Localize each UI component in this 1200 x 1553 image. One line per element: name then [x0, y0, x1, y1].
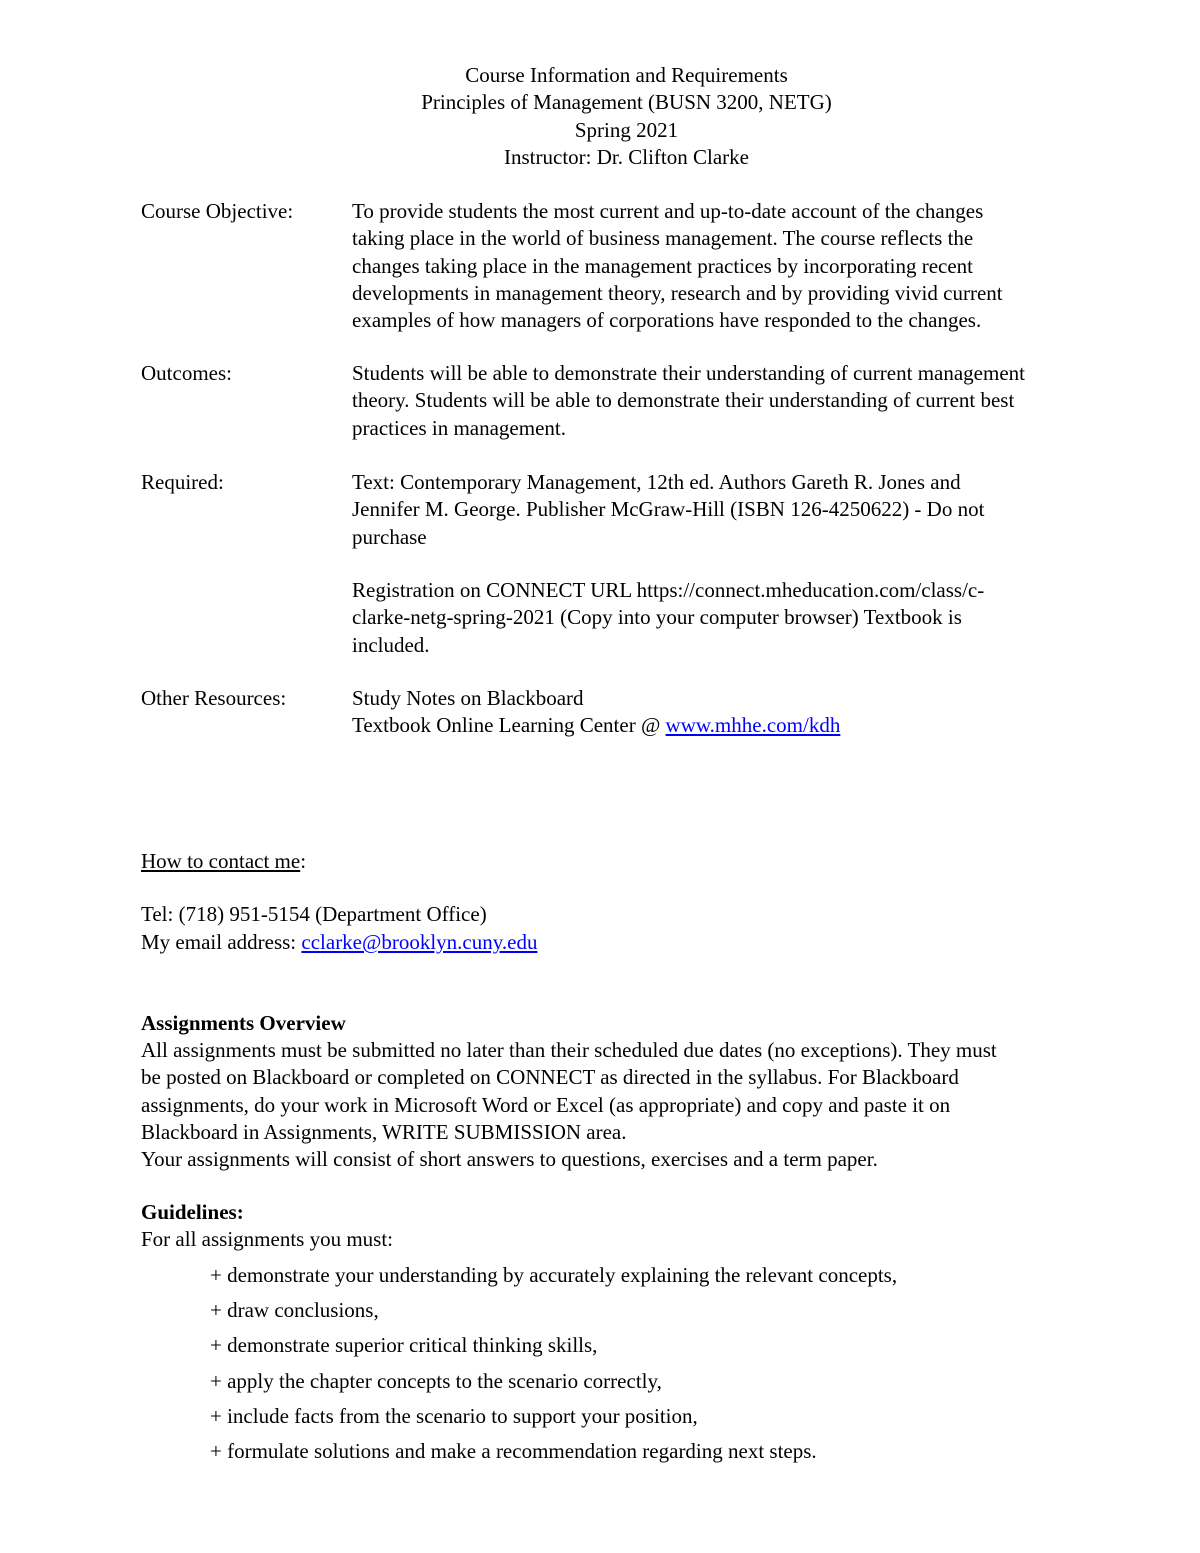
assignments-line: All assignments must be submitted no later than their scheduled due dates (no exceptions). They must [141, 1038, 997, 1062]
assignments-line: Your assignments will consist of short answers to questions, exercises and a term paper. [141, 1147, 878, 1172]
required-label: Required: [141, 470, 224, 494]
study-notes: Study Notes on Blackboard [352, 686, 584, 710]
objective-line: changes taking place in the management practices by incorporating recent [352, 253, 973, 278]
required-line: Jennifer M. George. Publisher McGraw-Hill (ISBN 126-4250622) - Do not [352, 497, 985, 522]
objective-line: To provide students the most current and up-to-date account of the changes [352, 199, 984, 223]
mhhe-link[interactable]: www.mhhe.com/kdh [665, 713, 841, 738]
registration-line: Registration on CONNECT URL https://connect.mheducation.com/class/c- [352, 578, 985, 602]
registration-line: clarke-netg-spring-2021 (Copy into your computer browser) Textbook is [352, 605, 962, 630]
required-line: Text: Contemporary Management, 12th ed. Authors Gareth R. Jones and [352, 470, 961, 494]
objective-line: examples of how managers of corporations have responded to the changes. [352, 308, 982, 333]
objective-text [352, 198, 1003, 334]
guidelines-list [210, 1262, 897, 1473]
outcomes-line: Students will be able to demonstrate their understanding of current management [352, 361, 1025, 385]
outcomes-line: practices in management. [352, 415, 566, 440]
objective-label: Course Objective: [141, 199, 294, 223]
outcomes-line: theory. Students will be able to demonstrate their understanding of current best [352, 388, 1015, 413]
email-prefix: My email address: [141, 930, 302, 954]
guideline-item: + demonstrate superior critical thinking skills, [210, 1333, 598, 1358]
email-link[interactable]: cclarke@brooklyn.cuny.edu [301, 930, 538, 954]
registration-line: included. [352, 632, 430, 657]
outcomes-label: Outcomes: [141, 361, 232, 385]
assignments-line: be posted on Blackboard or completed on CONNECT as directed in the syllabus. For Blackboard [141, 1065, 959, 1090]
contact-heading-colon: : [300, 849, 307, 873]
course-name: Principles of Management (BUSN 3200, NETG) [421, 90, 832, 114]
guideline-item: + demonstrate your understanding by accurately explaining the relevant concepts, [210, 1263, 898, 1287]
resources-label: Other Resources: [141, 686, 287, 710]
objective-line: taking place in the world of business management. The course reflects the [352, 226, 974, 251]
required-text [352, 469, 984, 551]
guidelines-heading: Guidelines: [141, 1200, 244, 1224]
contact-tel: Tel: (718) 951-5154 (Department Office) [141, 902, 487, 926]
outcomes-text [352, 360, 1025, 442]
objective-line: developments in management theory, research and by providing vivid current [352, 280, 1003, 305]
assignments-text [141, 1037, 997, 1173]
guidelines-intro: For all assignments you must: [141, 1227, 393, 1251]
learning-center-prefix: Textbook Online Learning Center @ [352, 713, 666, 738]
assignments-heading: Assignments Overview [141, 1011, 346, 1035]
learning-center [352, 712, 840, 739]
contact-heading: How to contact me [141, 849, 301, 873]
assignments-line: Blackboard in Assignments, WRITE SUBMISSION area. [141, 1119, 627, 1144]
guideline-item: + formulate solutions and make a recommendation regarding next steps. [210, 1438, 817, 1463]
required-line: purchase [352, 524, 427, 549]
registration-text [352, 577, 984, 659]
doc-title: Course Information and Requirements [465, 63, 788, 87]
instructor: Instructor: Dr. Clifton Clarke [504, 145, 749, 169]
guideline-item: + include facts from the scenario to support your position, [210, 1403, 698, 1428]
resources-text [352, 685, 840, 740]
assignments-line: assignments, do your work in Microsoft Word or Excel (as appropriate) and copy and paste it on [141, 1092, 951, 1117]
guideline-item: + draw conclusions, [210, 1298, 379, 1323]
contact-email-row [141, 929, 537, 956]
guideline-item: + apply the chapter concepts to the scenario correctly, [210, 1368, 662, 1393]
semester: Spring 2021 [574, 118, 679, 142]
contact-heading-row [141, 848, 306, 875]
